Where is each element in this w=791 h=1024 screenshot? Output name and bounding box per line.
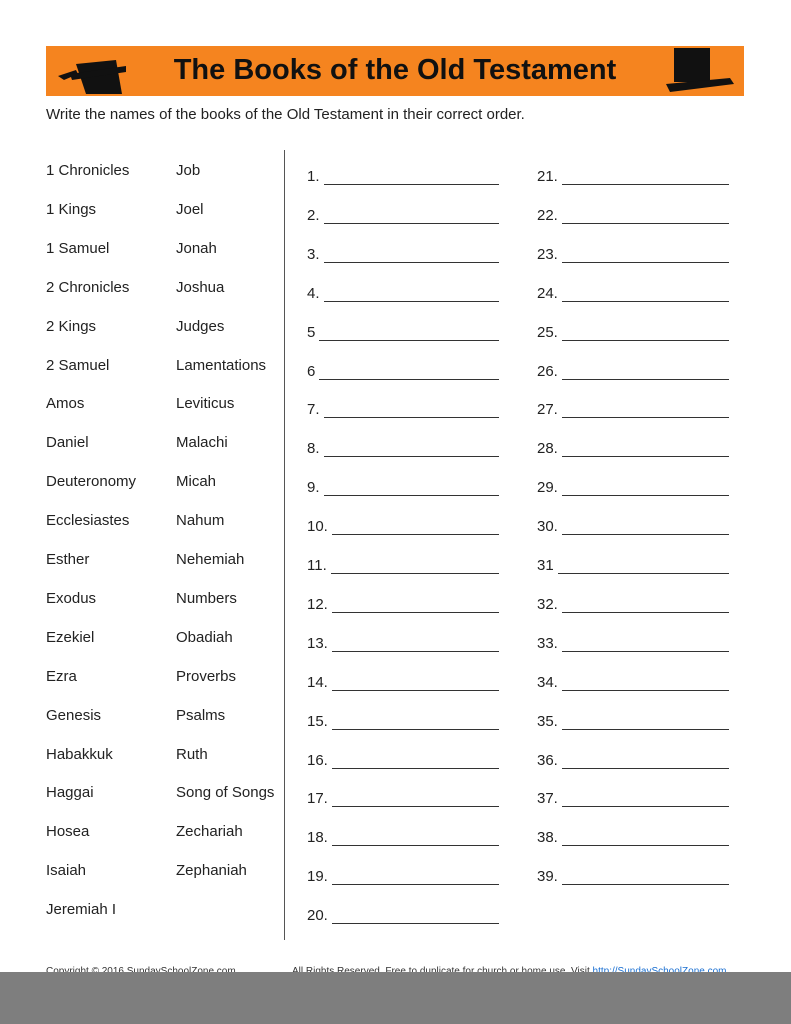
book-name: Genesis [46, 706, 102, 724]
answer-number: 15. [307, 712, 328, 730]
answer-row [307, 246, 499, 266]
answer-blank[interactable] [562, 768, 729, 769]
book-name: Hosea [46, 823, 90, 841]
answer-blank[interactable] [562, 495, 729, 496]
book-name: Habakkuk [46, 745, 113, 763]
book-name: Jeremiah I [46, 901, 117, 919]
instructions: Write the names of the books of the Old Testament in their correct order. [46, 106, 525, 123]
answer-row [307, 713, 499, 733]
book-name: Micah [176, 473, 217, 491]
answer-row [537, 363, 729, 383]
answer-number: 18. [307, 829, 328, 847]
answer-row [537, 207, 729, 227]
answer-row [307, 829, 499, 849]
book-name: Deuteronomy [46, 473, 137, 491]
book-name: Lamentations [176, 356, 267, 374]
answer-number: 29. [537, 479, 558, 497]
answer-row [537, 557, 729, 577]
answer-blank[interactable] [562, 456, 729, 457]
book-name: Isaiah [46, 862, 87, 880]
answer-blank[interactable] [562, 417, 729, 418]
answer-number: 38. [537, 829, 558, 847]
answer-row [537, 829, 729, 849]
book-name: Esther [46, 551, 90, 568]
book-name: Exodus [46, 589, 97, 607]
answer-blank[interactable] [332, 923, 499, 924]
answer-blank[interactable] [562, 845, 729, 846]
answer-row [537, 752, 729, 772]
answer-blank[interactable] [562, 223, 729, 224]
book-name: Haggai [46, 784, 94, 802]
answer-row [537, 790, 729, 810]
answer-number: 26. [537, 362, 558, 380]
answer-row [307, 401, 499, 421]
answer-row [307, 518, 499, 538]
column-divider [284, 150, 285, 940]
top-hat-icon [666, 46, 736, 94]
answer-number: 35. [537, 712, 558, 730]
answer-blank[interactable] [562, 262, 729, 263]
answer-row [307, 479, 499, 499]
book-name: Job [176, 162, 201, 179]
answer-row [307, 752, 499, 772]
answer-row [537, 324, 729, 344]
answer-blank[interactable] [319, 379, 499, 380]
answer-row [537, 440, 729, 460]
answer-row [307, 168, 499, 188]
answer-row [537, 868, 729, 888]
book-name: Malachi [176, 434, 228, 452]
page-title: The Books of the Old Testament [173, 54, 617, 86]
book-name: Song of Songs [176, 784, 275, 802]
answer-blank[interactable] [562, 379, 729, 380]
answer-blank[interactable] [332, 806, 499, 807]
answer-number: 3. [307, 245, 320, 263]
answer-number: 1. [307, 168, 320, 185]
answer-blank[interactable] [562, 884, 729, 885]
answer-number: 5 [307, 323, 316, 341]
answer-row [307, 363, 499, 383]
answer-number: 31 [537, 557, 554, 574]
answer-row [537, 401, 729, 421]
answer-number: 16. [307, 751, 328, 769]
answer-row [537, 674, 729, 694]
answer-blank[interactable] [562, 340, 729, 341]
answer-blank[interactable] [332, 884, 499, 885]
answer-blank[interactable] [332, 534, 499, 535]
answer-row [307, 324, 499, 344]
answer-blank[interactable] [332, 845, 499, 846]
book-name: Amos [46, 395, 85, 413]
answer-number: 30. [537, 518, 558, 536]
answer-row [537, 479, 729, 499]
answer-blank[interactable] [319, 340, 499, 341]
book-name: 2 Chronicles [46, 278, 130, 296]
answer-blank[interactable] [562, 729, 729, 730]
answer-row [307, 440, 499, 460]
answer-number: 22. [537, 206, 558, 224]
book-name: Nahum [176, 512, 225, 530]
answer-number: 17. [307, 790, 328, 808]
answer-number: 34. [537, 673, 558, 691]
answer-number: 32. [537, 595, 558, 613]
book-name: Zephaniah [176, 862, 247, 880]
answer-row [537, 596, 729, 616]
book-name: Zechariah [176, 823, 243, 841]
answer-row [307, 207, 499, 227]
answer-number: 27. [537, 401, 558, 419]
answer-row [537, 518, 729, 538]
book-name: Joshua [176, 278, 225, 296]
answer-number: 33. [537, 634, 558, 652]
answer-row [307, 907, 499, 927]
answer-row [307, 285, 499, 305]
answer-blank[interactable] [562, 612, 729, 613]
book-name: 2 Samuel [46, 356, 110, 374]
book-name: Proverbs [176, 667, 237, 685]
answer-row [307, 868, 499, 888]
answer-blank[interactable] [562, 690, 729, 691]
answer-blank[interactable] [332, 690, 499, 691]
answer-number: 12. [307, 595, 328, 613]
answer-blank[interactable] [332, 612, 499, 613]
answer-number: 8. [307, 440, 320, 458]
answer-blank[interactable] [562, 651, 729, 652]
answer-number: 21. [537, 168, 558, 185]
answer-blank[interactable] [562, 301, 729, 302]
answer-row [537, 168, 729, 188]
answer-number: 4. [307, 284, 320, 302]
book-name: Judges [176, 317, 225, 335]
answer-number: 25. [537, 323, 558, 341]
book-name: Obadiah [176, 628, 233, 646]
answer-row [307, 635, 499, 655]
book-name: Numbers [176, 589, 237, 607]
answer-number: 7. [307, 401, 320, 419]
answer-row [537, 713, 729, 733]
answer-blank[interactable] [558, 573, 729, 574]
answer-blank[interactable] [332, 729, 499, 730]
book-name: 1 Chronicles [46, 162, 130, 179]
book-name: Nehemiah [176, 551, 245, 568]
bottom-band [0, 972, 791, 1024]
answer-row [537, 285, 729, 305]
answer-blank[interactable] [324, 495, 499, 496]
book-name: Leviticus [176, 395, 235, 413]
answer-number: 28. [537, 440, 558, 458]
answer-blank[interactable] [324, 262, 499, 263]
answer-number: 19. [307, 868, 328, 886]
answer-row [307, 557, 499, 577]
answer-blank[interactable] [324, 223, 499, 224]
answer-row [307, 674, 499, 694]
answer-blank[interactable] [332, 651, 499, 652]
book-name: 1 Kings [46, 200, 97, 218]
answer-number: 9. [307, 479, 320, 497]
book-name: Joel [176, 200, 204, 218]
answer-number: 20. [307, 907, 328, 925]
title-banner [46, 46, 744, 96]
answer-row [307, 790, 499, 810]
answer-number: 24. [537, 284, 558, 302]
answer-number: 13. [307, 634, 328, 652]
answer-blank[interactable] [332, 768, 499, 769]
book-name: 2 Kings [46, 317, 97, 335]
book-name: 1 Samuel [46, 239, 110, 257]
answer-blank[interactable] [562, 184, 729, 185]
answer-blank[interactable] [331, 573, 499, 574]
book-name: Jonah [176, 239, 217, 257]
answer-blank[interactable] [562, 806, 729, 807]
answer-number: 37. [537, 790, 558, 808]
book-name: Ruth [176, 745, 208, 763]
answer-number: 39. [537, 868, 558, 886]
answer-row [307, 596, 499, 616]
answer-number: 14. [307, 673, 328, 691]
answer-number: 36. [537, 751, 558, 769]
answer-blank[interactable] [562, 534, 729, 535]
answer-number: 2. [307, 206, 320, 224]
answer-row [537, 246, 729, 266]
answer-blank[interactable] [324, 184, 499, 185]
answer-blank[interactable] [324, 301, 499, 302]
answer-number: 10. [307, 518, 328, 536]
answer-number: 23. [537, 245, 558, 263]
answer-row [537, 635, 729, 655]
book-name: Psalms [176, 706, 226, 724]
book-name: Daniel [46, 434, 89, 452]
book-name: Ecclesiastes [46, 512, 130, 530]
book-name: Ezekiel [46, 628, 95, 646]
answer-blank[interactable] [324, 417, 499, 418]
book-name: Ezra [46, 667, 77, 685]
answer-number: 11. [307, 557, 327, 574]
answer-blank[interactable] [324, 456, 499, 457]
answer-number: 6 [307, 362, 316, 380]
